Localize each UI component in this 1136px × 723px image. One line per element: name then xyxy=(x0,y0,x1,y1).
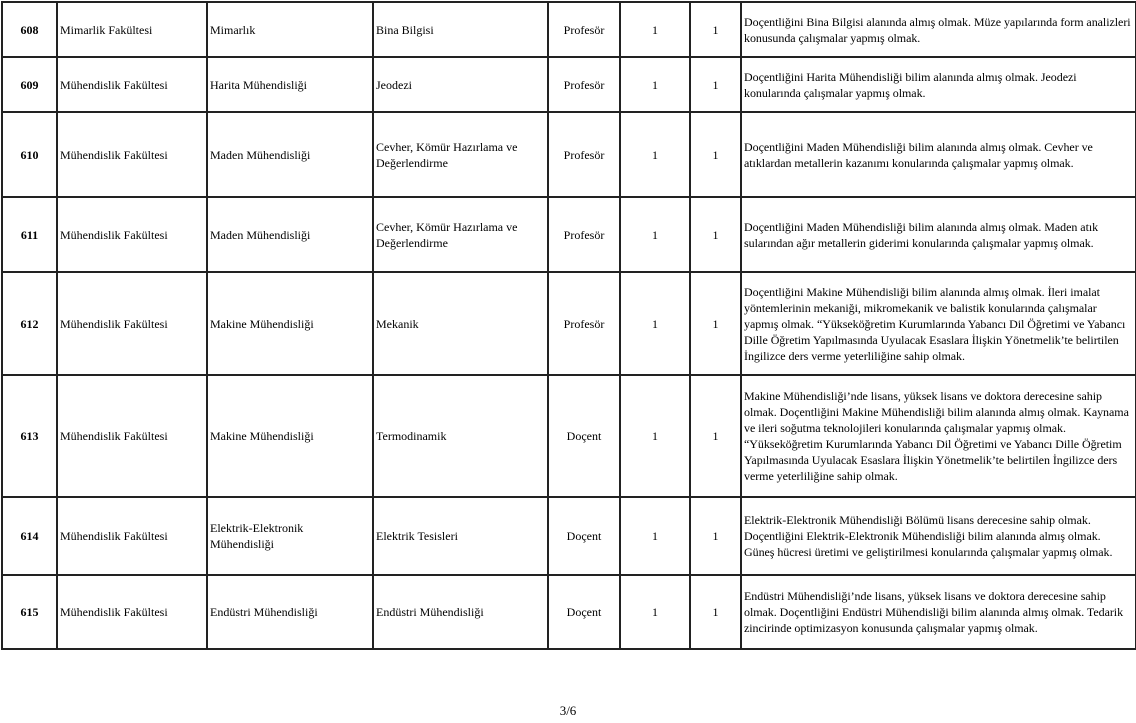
degree-cell: 1 xyxy=(620,272,690,375)
faculty-cell: Mühendislik Fakültesi xyxy=(57,497,207,575)
department-cell: Maden Mühendisliği xyxy=(207,112,373,197)
description-cell: Doçentliğini Bina Bilgisi alanında almış olmak. Müze yapılarında form analizleri konusunda çalışmalar yapmış olmak. xyxy=(741,2,1136,57)
table-row xyxy=(2,575,1136,649)
title-cell: Profesör xyxy=(548,2,620,57)
description-cell: Elektrik-Elektronik Mühendisliği Bölümü lisans derecesine sahip olmak. Doçentliğini Elektrik-Elektronik Mühendisliği bilim alanında almış olmak. Güneş hücresi üretimi ve geliştirilmesi konularında çalışmalar yapmış olmak. xyxy=(741,497,1136,575)
department-cell: Mimarlık xyxy=(207,2,373,57)
count-cell: 1 xyxy=(690,2,741,57)
position-number: 608 xyxy=(2,2,57,57)
department-cell: Maden Mühendisliği xyxy=(207,197,373,272)
table-row xyxy=(2,197,1136,272)
title-cell: Profesör xyxy=(548,57,620,112)
degree-cell: 1 xyxy=(620,375,690,497)
description-cell: Doçentliğini Maden Mühendisliği bilim alanında almış olmak. Cevher ve atıklardan metallerin kazanımı konularında çalışmalar yapmış olmak. xyxy=(741,112,1136,197)
table-row xyxy=(2,272,1136,375)
department-cell: Makine Mühendisliği xyxy=(207,272,373,375)
title-cell: Doçent xyxy=(548,375,620,497)
faculty-cell: Mühendislik Fakültesi xyxy=(57,575,207,649)
table-row xyxy=(2,375,1136,497)
faculty-cell: Mimarlik Fakültesi xyxy=(57,2,207,57)
degree-cell: 1 xyxy=(620,197,690,272)
degree-cell: 1 xyxy=(620,575,690,649)
degree-cell: 1 xyxy=(620,57,690,112)
table-row xyxy=(2,2,1136,57)
table-row xyxy=(2,57,1136,112)
title-cell: Doçent xyxy=(548,497,620,575)
faculty-cell: Mühendislik Fakültesi xyxy=(57,197,207,272)
field-cell: Mekanik xyxy=(373,272,548,375)
field-cell: Cevher, Kömür Hazırlama ve Değerlendirme xyxy=(373,112,548,197)
department-cell: Elektrik-Elektronik Mühendisliği xyxy=(207,497,373,575)
count-cell: 1 xyxy=(690,112,741,197)
description-cell: Doçentliğini Maden Mühendisliği bilim alanında almış olmak. Maden atık sularından ağır metallerin giderimi konularında çalışmalar yapmış olmak. xyxy=(741,197,1136,272)
faculty-cell: Mühendislik Fakültesi xyxy=(57,272,207,375)
positions-table xyxy=(1,1,1136,650)
title-cell: Profesör xyxy=(548,272,620,375)
position-number: 612 xyxy=(2,272,57,375)
faculty-cell: Mühendislik Fakültesi xyxy=(57,112,207,197)
page-number: 3/6 xyxy=(559,703,577,718)
count-cell: 1 xyxy=(690,497,741,575)
field-cell: Bina Bilgisi xyxy=(373,2,548,57)
degree-cell: 1 xyxy=(620,112,690,197)
position-number: 610 xyxy=(2,112,57,197)
position-number: 611 xyxy=(2,197,57,272)
count-cell: 1 xyxy=(690,375,741,497)
count-cell: 1 xyxy=(690,197,741,272)
description-cell: Endüstri Mühendisliği’nde lisans, yüksek lisans ve doktora derecesine sahip olmak. Doçentliğini Endüstri Mühendisliği bilim alanında almış olmak. Tedarik zincirinde optimizasyon konusunda çalışmalar yapmış olmak. xyxy=(741,575,1136,649)
degree-cell: 1 xyxy=(620,2,690,57)
title-cell: Doçent xyxy=(548,575,620,649)
title-cell: Profesör xyxy=(548,197,620,272)
department-cell: Harita Mühendisliği xyxy=(207,57,373,112)
position-number: 614 xyxy=(2,497,57,575)
faculty-cell: Mühendislik Fakültesi xyxy=(57,375,207,497)
department-cell: Makine Mühendisliği xyxy=(207,375,373,497)
faculty-cell: Mühendislik Fakültesi xyxy=(57,57,207,112)
field-cell: Endüstri Mühendisliği xyxy=(373,575,548,649)
description-cell: Doçentliğini Makine Mühendisliği bilim alanında almış olmak. İleri imalat yöntemlerinin mekaniği, mikromekanik ve balistik konularında çalışmalar yapmış olmak. “Yükseköğretim Kurumlarında Yabancı Dil Öğretimi ve Yabancı Dille Öğretim Yapılmasında Uyulacak Esaslara İlişkin Yönetmelik’te belirtilen İngilizce ders verme yeterliliğine sahip olmak. xyxy=(741,272,1136,375)
degree-cell: 1 xyxy=(620,497,690,575)
position-number: 613 xyxy=(2,375,57,497)
title-cell: Profesör xyxy=(548,112,620,197)
count-cell: 1 xyxy=(690,272,741,375)
description-cell: Makine Mühendisliği’nde lisans, yüksek lisans ve doktora derecesine sahip olmak. Doçentliğini Makine Mühendisliği bilim alanında almış olmak. Kaynama ve ileri soğutma teknolojileri konularında çalışmalar yapmış olmak. “Yükseköğretim Kurumlarında Yabancı Dil Öğretimi ve Yabancı Dille Öğretim Yapılmasında Uyulacak Esaslara İlişkin Yönetmelik’te belirtilen İngilizce ders verme yeterliliğine sahip olmak. xyxy=(741,375,1136,497)
description-cell: Doçentliğini Harita Mühendisliği bilim alanında almış olmak. Jeodezi konularında çalışmalar yapmış olmak. xyxy=(741,57,1136,112)
field-cell: Termodinamik xyxy=(373,375,548,497)
table-row xyxy=(2,497,1136,575)
position-number: 609 xyxy=(2,57,57,112)
count-cell: 1 xyxy=(690,575,741,649)
position-number: 615 xyxy=(2,575,57,649)
table-row xyxy=(2,112,1136,197)
field-cell: Cevher, Kömür Hazırlama ve Değerlendirme xyxy=(373,197,548,272)
field-cell: Elektrik Tesisleri xyxy=(373,497,548,575)
count-cell: 1 xyxy=(690,57,741,112)
department-cell: Endüstri Mühendisliği xyxy=(207,575,373,649)
field-cell: Jeodezi xyxy=(373,57,548,112)
